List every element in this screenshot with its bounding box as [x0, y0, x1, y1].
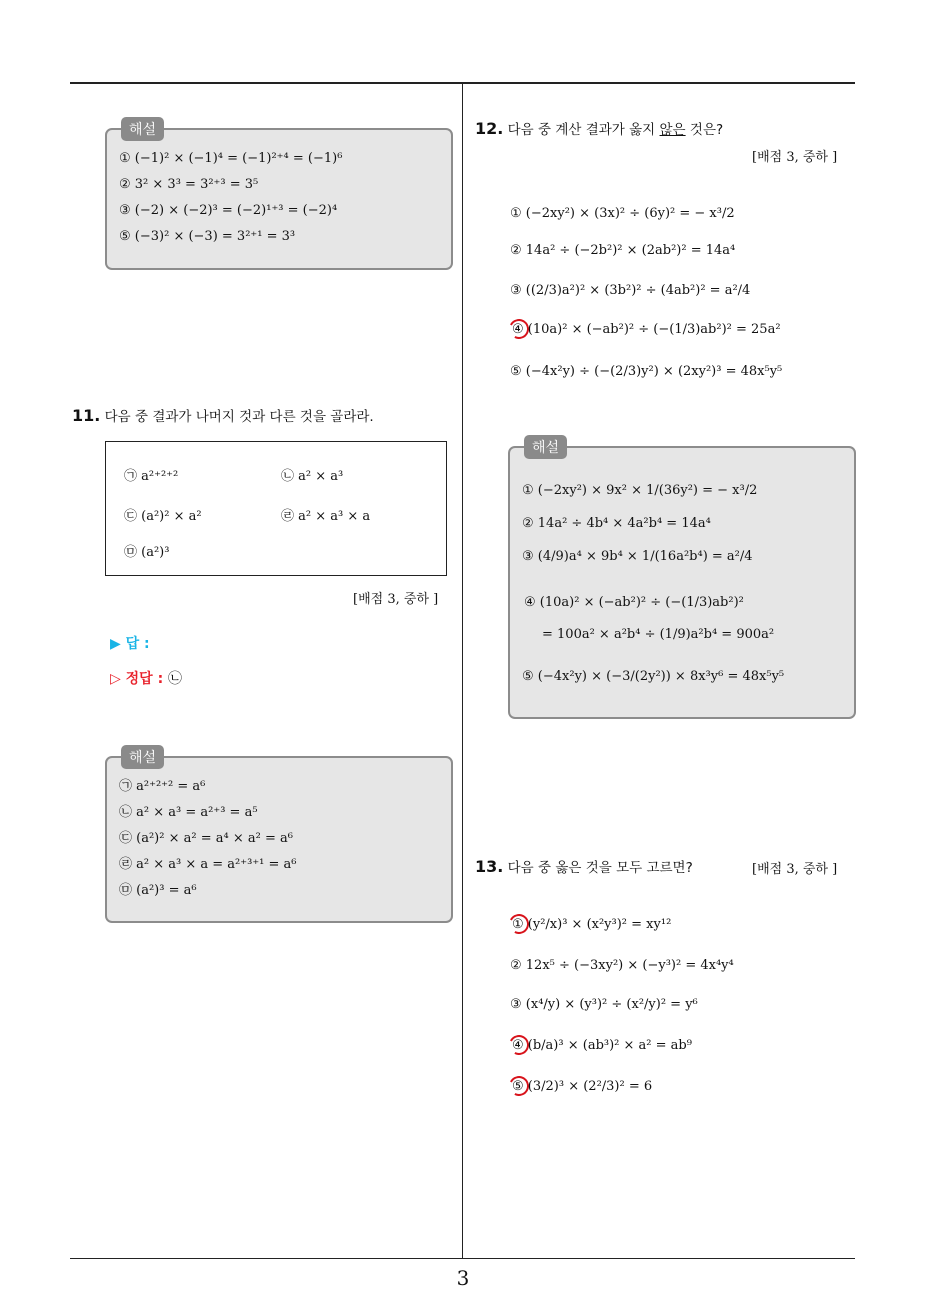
- solution-tag: 해설: [121, 745, 164, 769]
- option-3: ③ (x⁴/y) × (y³)² ÷ (x²/y)² = y⁶: [510, 997, 698, 1012]
- option-4: ④ (b/a)³ × (ab³)² × a² = ab⁹: [512, 1038, 692, 1053]
- options-box-11: [105, 441, 447, 576]
- question-number: 11.: [72, 406, 101, 425]
- solution-line: ⑤ (−4x²y) × (−3/(2y²)) × 8x³y⁶ = 48x⁵y⁵: [522, 669, 785, 684]
- option-3: ③ ((2/3)a²)² × (3b²)² ÷ (4ab²)² = a²/4: [510, 283, 751, 298]
- solution-line: ③ (4/9)a⁴ × 9b⁴ × 1/(16a²b⁴) = a²/4: [522, 549, 753, 564]
- option-2: ② 12x⁵ ÷ (−3xy²) × (−y³)² = 4x⁴y⁴: [510, 958, 734, 973]
- solution-line: ① (−2xy²) × 9x² × 1/(36y²) = − x³/2: [522, 483, 758, 498]
- solution-tag: 해설: [524, 435, 567, 459]
- solution-tag: 해설: [121, 117, 164, 141]
- score-12: [배점 3, 중하 ]: [752, 150, 838, 165]
- option-4: ④ (10a)² × (−ab²)² ÷ (−(1/3)ab²)² = 25a²: [512, 322, 781, 337]
- option-5: ⑤ (3/2)³ × (2²/3)² = 6: [512, 1079, 653, 1094]
- question-number: 12.: [475, 119, 504, 138]
- solution-line: ㉤ (a²)³ = a⁶: [119, 883, 197, 898]
- solution-line: ③ (−2) × (−2)³ = (−2)¹⁺³ = (−2)⁴: [119, 203, 338, 218]
- solution-box-10: [105, 122, 453, 270]
- option-3: ㉢ (a²)² × a²: [124, 509, 202, 524]
- question-text-end: 것은?: [685, 122, 724, 138]
- solution-line: ㉣ a² × a³ × a = a²⁺³⁺¹ = a⁶: [119, 857, 297, 872]
- column-divider: [462, 83, 463, 1258]
- correct-value: ㉡: [168, 671, 183, 687]
- option-5: ⑤ (−4x²y) ÷ (−(2/3)y²) × (2xy²)³ = 48x⁵y⁵: [510, 364, 783, 379]
- solution-line: ④ (10a)² × (−ab²)² ÷ (−(1/3)ab²)²: [524, 595, 744, 610]
- answer-label: ▶ 답 :: [110, 636, 150, 652]
- solution-line: ㉡ a² × a³ = a²⁺³ = a⁵: [119, 805, 258, 820]
- solution-box-11: [105, 750, 453, 923]
- correct-answer: [110, 668, 182, 688]
- score-11: [배점 3, 중하 ]: [353, 592, 439, 607]
- correct-label: ▷ 정답 :: [110, 671, 164, 687]
- option-2: ㉡ a² × a³: [281, 469, 344, 484]
- solution-box-12: [508, 440, 856, 719]
- option-2: ② 14a² ÷ (−2b²)² × (2ab²)² = 14a⁴: [510, 243, 736, 258]
- option-1: ㉠ a²⁺²⁺²: [124, 469, 179, 484]
- question-text: 다음 중 계산 결과가 옳지: [507, 122, 660, 138]
- question-number: 13.: [475, 857, 504, 876]
- solution-line: ② 14a² ÷ 4b⁴ × 4a²b⁴ = 14a⁴: [522, 516, 711, 531]
- page-number: 3: [456, 1266, 470, 1290]
- solution-line: ㉢ (a²)² × a² = a⁴ × a² = a⁶: [119, 831, 293, 846]
- option-1: ① (y²/x)³ × (x²y³)² = xy¹²: [512, 917, 672, 932]
- option-5: ㉤ (a²)³: [124, 545, 170, 560]
- option-1: ① (−2xy²) × (3x)² ÷ (6y)² = − x³/2: [510, 206, 735, 221]
- question-text: 다음 중 옳은 것을 모두 고르면?: [507, 860, 693, 876]
- option-4: ㉣ a² × a³ × a: [281, 509, 371, 524]
- score-13: [배점 3, 중하 ]: [752, 862, 838, 877]
- question-text-underline: 않은: [659, 122, 686, 138]
- question-13: [475, 856, 693, 876]
- question-11: [72, 405, 374, 425]
- solution-line: ㉠ a²⁺²⁺² = a⁶: [119, 779, 206, 794]
- solution-line: = 100a² × a²b⁴ ÷ (1/9)a²b⁴ = 900a²: [542, 627, 775, 642]
- solution-line: ① (−1)² × (−1)⁴ = (−1)²⁺⁴ = (−1)⁶: [119, 151, 343, 166]
- bottom-rule: [70, 1258, 855, 1259]
- solution-line: ⑤ (−3)² × (−3) = 3²⁺¹ = 3³: [119, 229, 296, 244]
- question-12: [475, 118, 723, 138]
- question-text: 다음 중 결과가 나머지 것과 다른 것을 골라라.: [104, 409, 374, 425]
- solution-line: ② 3² × 3³ = 3²⁺³ = 3⁵: [119, 177, 259, 192]
